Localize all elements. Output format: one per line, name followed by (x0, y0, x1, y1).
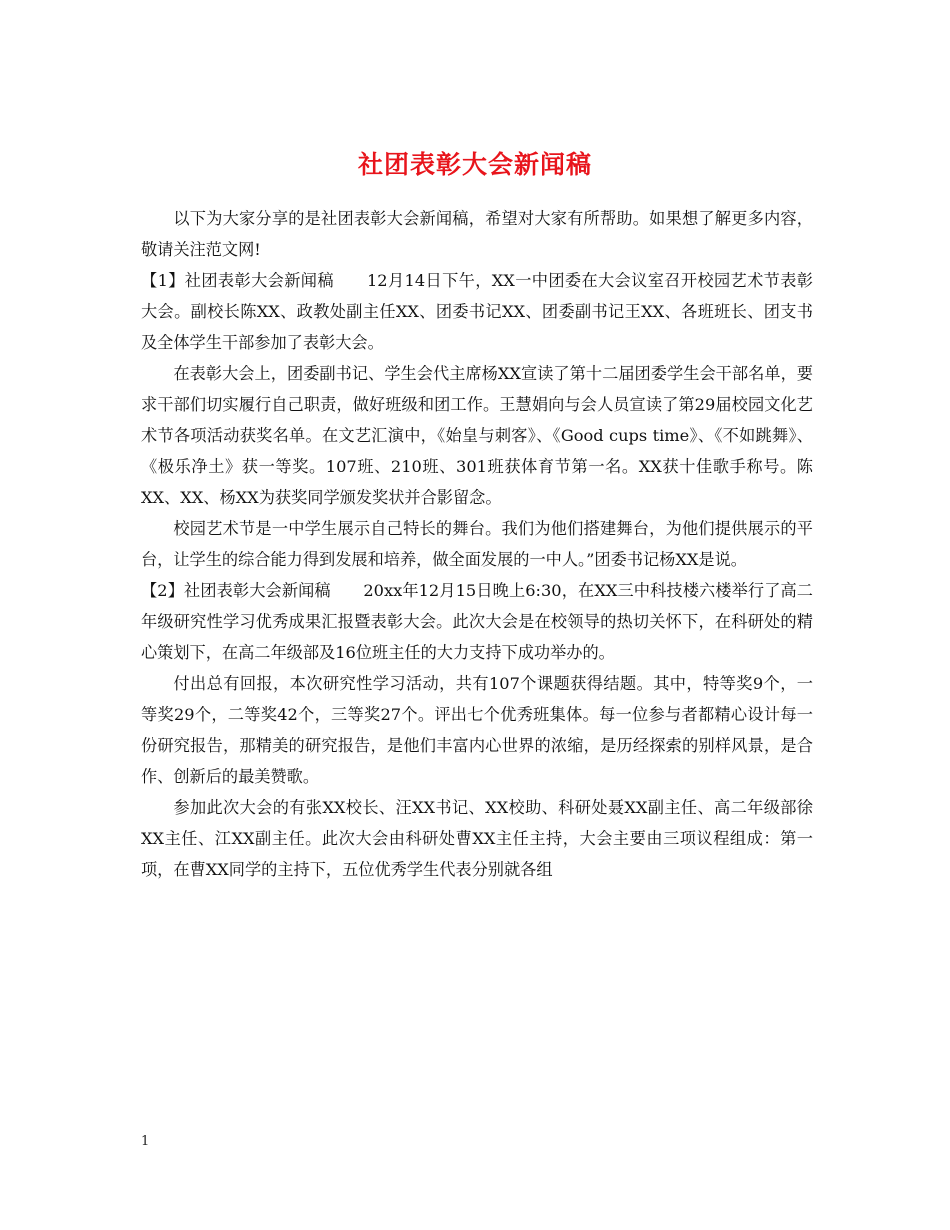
page-number: 1 (141, 1134, 150, 1149)
paragraph-results: 付出总有回报，本次研究性学习活动，共有107个课题获得结题。其中，特等奖9个，一等奖29个，二等奖42个，三等奖27个。评出七个优秀班集体。每一位参与者都精心设计每一份研究报告，那精美的研究报告，是他们丰富内心世界的浓缩，是历经探索的别样风景，是合作、创新后的最美赞歌。 (141, 674, 813, 786)
paragraph-award-list: 在表彰大会上，团委副书记、学生会代主席杨XX宣读了第十二届团委学生会干部名单，要求干部们切实履行自己职责，做好班级和团工作。王慧娟向与会人员宣读了第29届校园文化艺术节各项活动获奖名单。在文艺汇演中，《始皇与刺客》、《Good cups time》、《不如跳舞》、《极乐净土》获一等奖。107班、210班、301班获体育节第一名。XX获十佳歌手称号。陈XX、XX、杨XX为获奖同学颁发奖状并合影留念。 (141, 364, 813, 507)
paragraph-article-1: 【1】社团表彰大会新闻稿 12月14日下午，XX一中团委在大会议室召开校园艺术节表彰大会。副校长陈XX、政教处副主任XX、团委书记XX、团委副书记王XX、各班班长、团支书及全体学生干部参加了表彰大会。 (141, 271, 813, 352)
document-title: 社团表彰大会新闻稿 (357, 149, 592, 179)
paragraph-intro: 以下为大家分享的是社团表彰大会新闻稿，希望对大家有所帮助。如果想了解更多内容，敬请关注范文网! (141, 209, 813, 259)
paragraph-attendees: 参加此次大会的有张XX校长、汪XX书记、XX校助、科研处聂XX副主任、高二年级部徐XX主任、江XX副主任。此次大会由科研处曹XX主任主持，大会主要由三项议程组成：第一项，在曹XX同学的主持下，五位优秀学生代表分别就各组 (141, 798, 813, 879)
document-body (141, 203, 813, 885)
paragraph-art-festival: 校园艺术节是一中学生展示自己特长的舞台。我们为他们搭建舞台，为他们提供展示的平台，让学生的综合能力得到发展和培养，做全面发展的一中人。”团委书记杨XX是说。 (141, 519, 813, 569)
paragraph-article-2: 【2】社团表彰大会新闻稿 20xx年12月15日晚上6:30，在XX三中科技楼六楼举行了高二年级研究性学习优秀成果汇报暨表彰大会。此次大会是在校领导的热切关怀下，在科研处的精心策划下，在高二年级部及16位班主任的大力支持下成功举办的。 (141, 581, 813, 662)
